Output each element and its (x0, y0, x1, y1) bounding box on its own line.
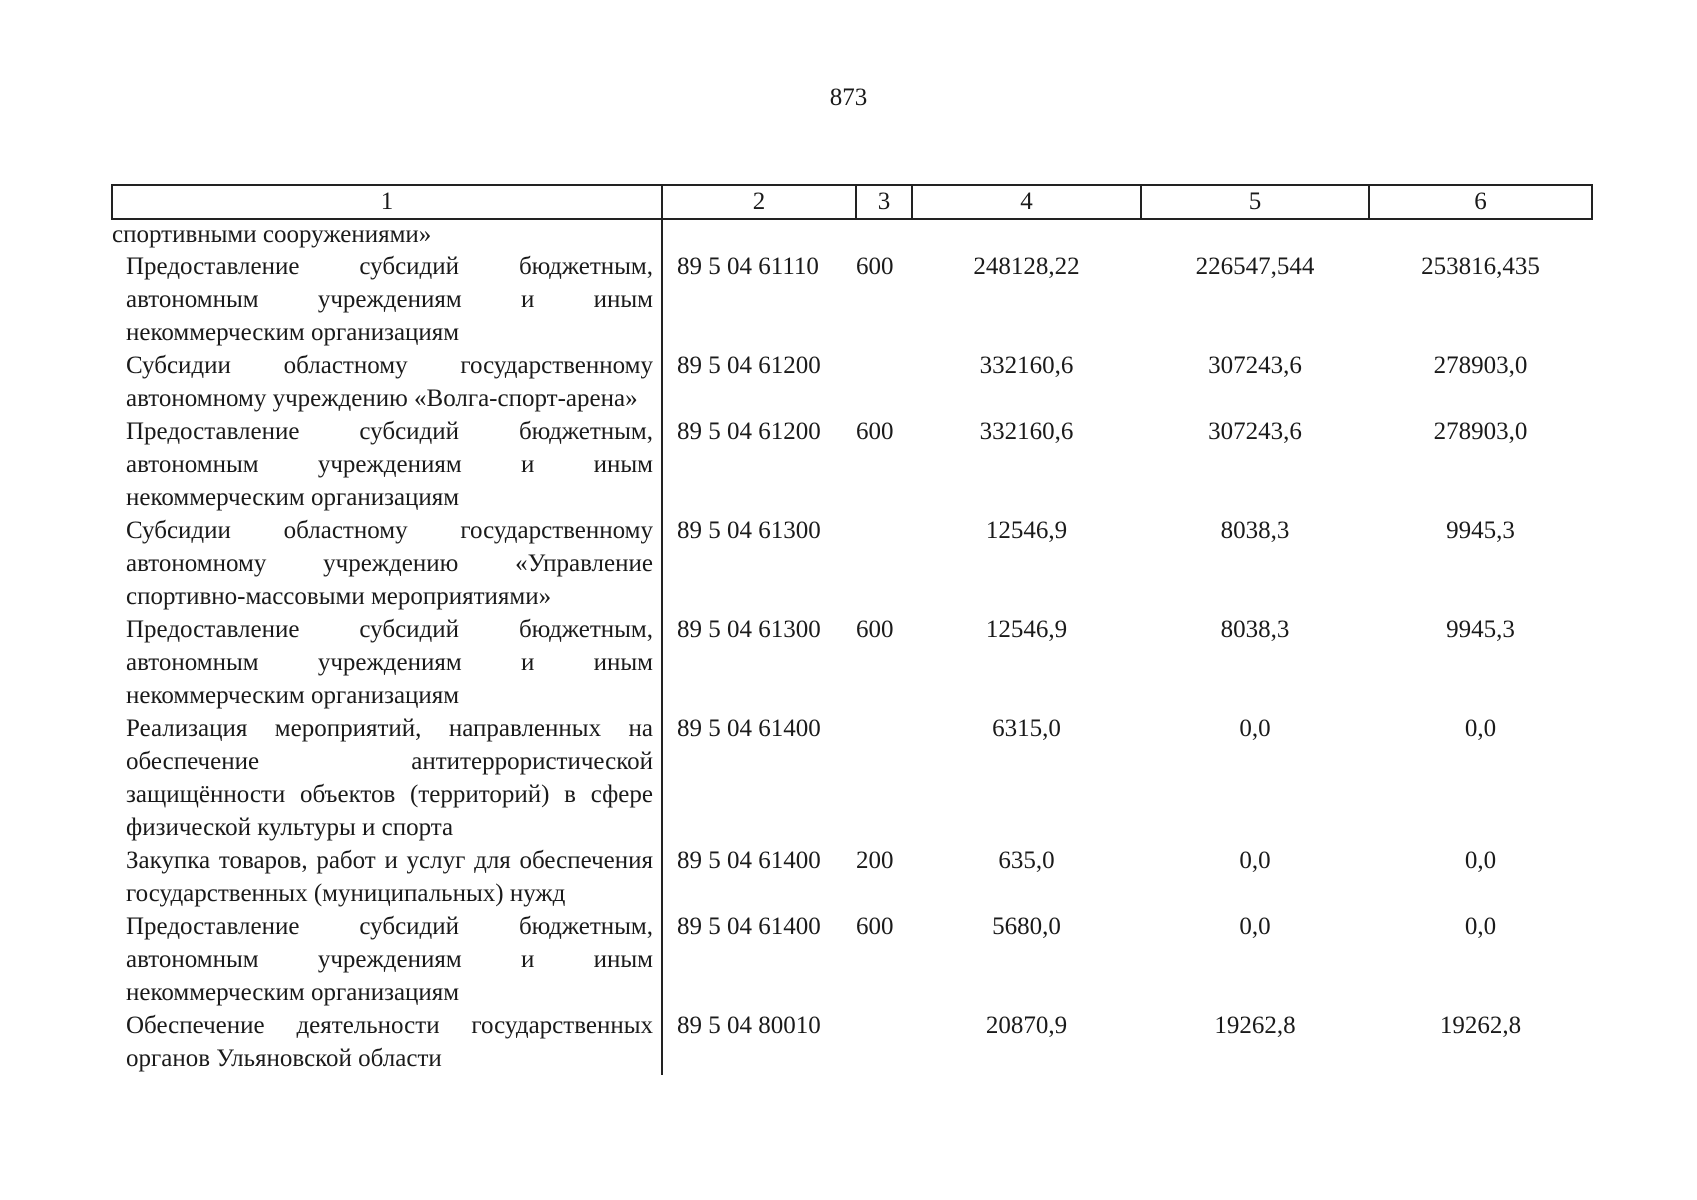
table-row (112, 250, 1592, 349)
row-value-4: 20870,9 (985, 1012, 1068, 1039)
table-row (112, 415, 1592, 514)
row-value-6: 9945,3 (1446, 616, 1515, 643)
header-col-6: 6 (1369, 185, 1592, 219)
header-col-1: 1 (112, 185, 662, 219)
row-value-4: 332160,6 (979, 418, 1074, 445)
table-row (112, 514, 1592, 613)
row-type: 600 (856, 253, 894, 280)
row-value-4: 6315,0 (992, 715, 1061, 742)
row-type: 600 (856, 418, 894, 445)
row-type: 200 (856, 847, 894, 874)
row-type (856, 712, 912, 844)
row-value-4: 12546,9 (985, 616, 1068, 643)
row-value-6: 0,0 (1464, 913, 1497, 940)
table-row (112, 844, 1592, 910)
row-value-5: 0,0 (1239, 847, 1271, 874)
row-code: 89 5 04 61200 (677, 352, 821, 379)
row-code: 89 5 04 61300 (677, 517, 821, 544)
row-value-5: 8038,3 (1220, 517, 1290, 544)
row-code: 89 5 04 80010 (677, 1012, 821, 1039)
table-row (112, 910, 1592, 1009)
row-code: 89 5 04 61400 (677, 715, 821, 742)
row-code: 89 5 04 61110 (677, 253, 819, 280)
row-name: Субсидии областному государственному автономному учреждению «Управление спортивно-массовыми мероприятиями» (112, 514, 662, 613)
row-code: 89 5 04 61400 (677, 913, 821, 940)
row-type (856, 1009, 912, 1075)
row-name: Обеспечение деятельности государственных органов Ульяновской области (112, 1009, 662, 1075)
row-name: Закупка товаров, работ и услуг для обеспечения государственных (муниципальных) нужд (112, 844, 662, 910)
continuation-text: спортивными сооружениями» (112, 219, 662, 250)
table-body (112, 219, 1592, 1075)
table-row (112, 1009, 1592, 1075)
row-value-6: 19262,8 (1439, 1012, 1522, 1039)
row-value-6: 278903,0 (1433, 418, 1528, 445)
row-value-6: 278903,0 (1433, 352, 1528, 379)
row-name: Предоставление субсидий бюджетным, автономным учреждениям и иным некоммерческим организациям (112, 250, 662, 349)
header-col-3: 3 (856, 185, 912, 219)
continuation-row (112, 219, 1592, 250)
row-name: Реализация мероприятий, направленных на обеспечение антитеррористической защищённости объектов (территорий) в сфере физической культуры и спорта (112, 712, 662, 844)
header-col-2: 2 (662, 185, 856, 219)
row-value-4: 5680,0 (992, 913, 1061, 940)
table-row (112, 712, 1592, 844)
page-number: 873 (829, 84, 868, 111)
row-type: 600 (856, 616, 894, 643)
row-name: Предоставление субсидий бюджетным, автономным учреждениям и иным некоммерческим организациям (112, 613, 662, 712)
row-code: 89 5 04 61300 (677, 616, 821, 643)
budget-table (111, 184, 1593, 1075)
row-value-4: 332160,6 (979, 352, 1074, 379)
row-type: 600 (856, 913, 894, 940)
row-type (856, 514, 912, 613)
row-value-6: 253816,435 (1421, 253, 1540, 280)
row-value-5: 8038,3 (1220, 616, 1290, 643)
table-row (112, 349, 1592, 415)
table-header (112, 185, 1592, 219)
row-value-5: 307243,6 (1208, 418, 1302, 445)
row-value-4: 248128,22 (973, 253, 1080, 280)
row-code: 89 5 04 61200 (677, 418, 821, 445)
row-value-6: 0,0 (1464, 715, 1497, 742)
header-row (112, 185, 1592, 219)
row-value-6: 0,0 (1464, 847, 1497, 874)
row-type (856, 349, 912, 415)
row-value-4: 12546,9 (985, 517, 1068, 544)
row-name: Предоставление субсидий бюджетным, автономным учреждениям и иным некоммерческим организациям (112, 415, 662, 514)
row-value-5: 226547,544 (1195, 253, 1315, 280)
row-value-5: 0,0 (1239, 913, 1271, 940)
table-row (112, 613, 1592, 712)
header-col-4: 4 (912, 185, 1141, 219)
row-value-6: 9945,3 (1446, 517, 1515, 544)
row-value-5: 19262,8 (1214, 1012, 1296, 1039)
row-value-5: 307243,6 (1208, 352, 1302, 379)
header-col-5: 5 (1141, 185, 1369, 219)
row-code: 89 5 04 61400 (677, 847, 821, 874)
row-name: Предоставление субсидий бюджетным, автономным учреждениям и иным некоммерческим организациям (112, 910, 662, 1009)
row-value-5: 0,0 (1239, 715, 1271, 742)
row-value-4: 635,0 (998, 847, 1055, 874)
row-name: Субсидии областному государственному автономному учреждению «Волга-спорт-арена» (112, 349, 662, 415)
